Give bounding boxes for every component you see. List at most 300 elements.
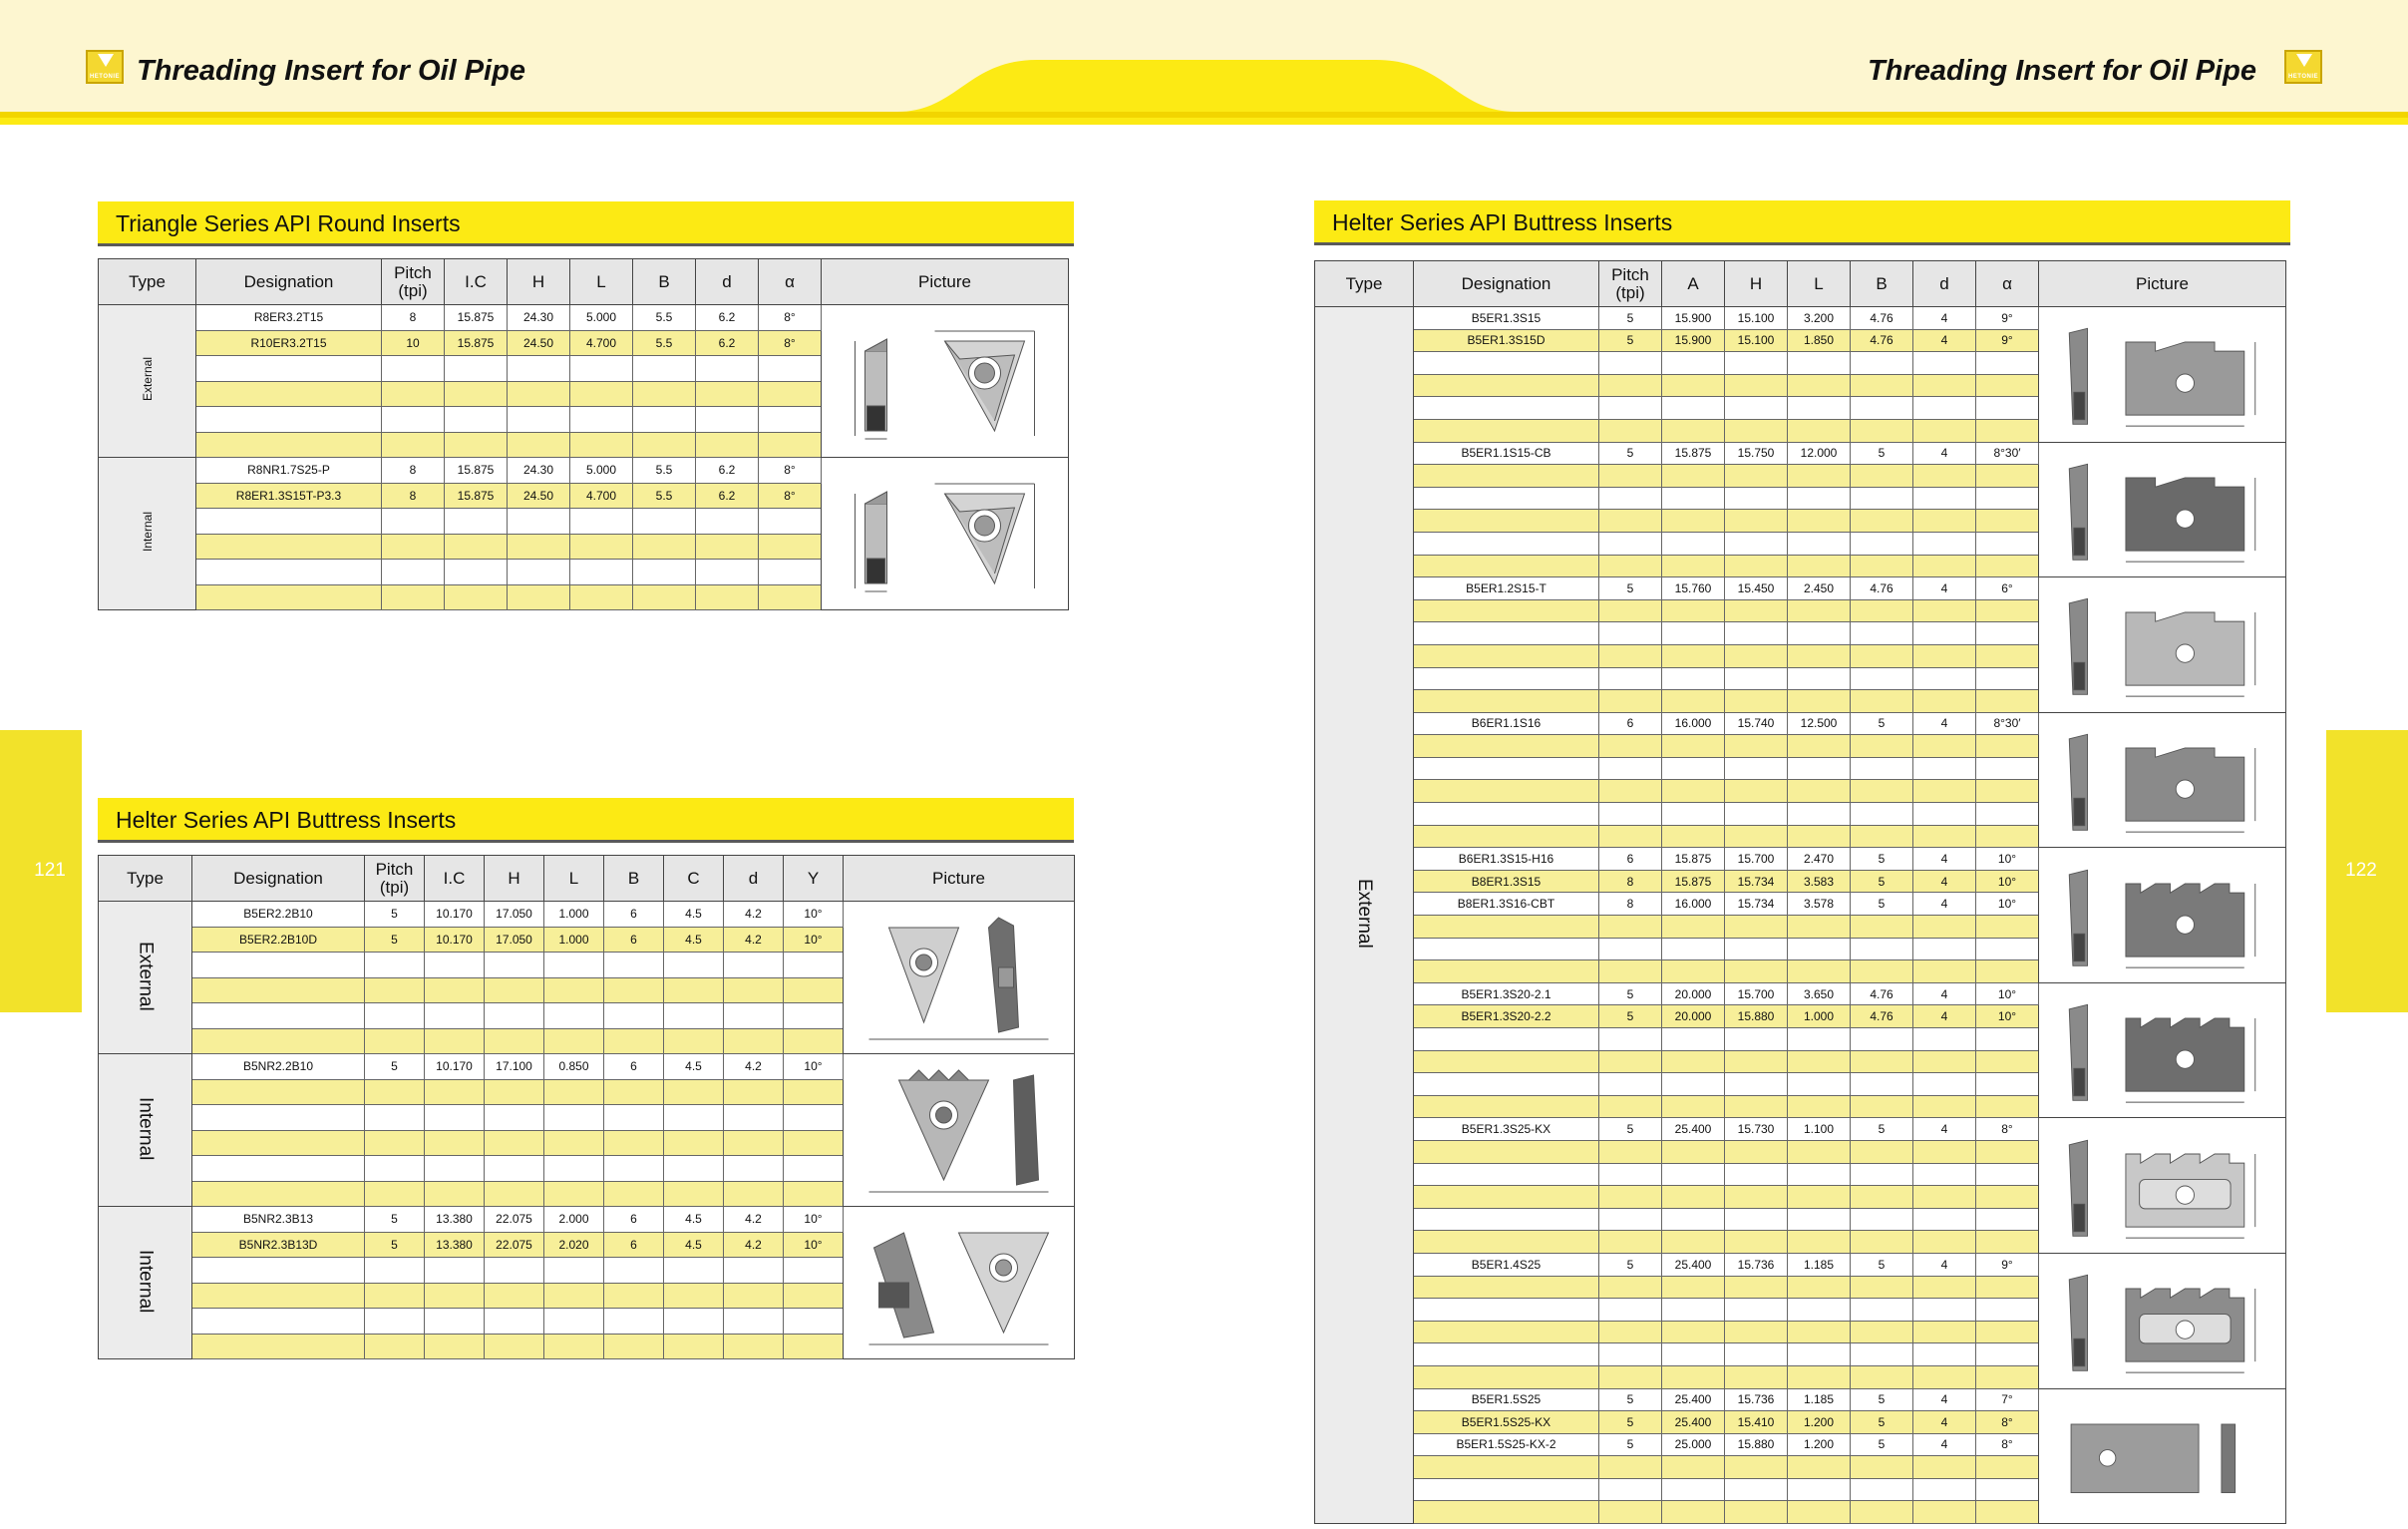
value-cell: 5 <box>1851 870 1913 893</box>
value-cell <box>724 953 784 978</box>
designation-cell <box>1414 690 1599 713</box>
value-cell <box>1599 803 1662 826</box>
value-cell <box>759 534 822 560</box>
value-cell: 4.5 <box>664 1207 724 1233</box>
value-cell <box>508 407 570 433</box>
value-cell <box>759 560 822 585</box>
value-cell <box>1788 916 1851 939</box>
value-cell: 20.000 <box>1662 982 1725 1005</box>
value-cell <box>1599 599 1662 622</box>
value-cell: 4.76 <box>1851 329 1913 352</box>
value-cell: 3.578 <box>1788 893 1851 916</box>
column-header: d <box>724 856 784 902</box>
value-cell <box>1788 690 1851 713</box>
value-cell: 15.410 <box>1725 1411 1788 1434</box>
value-cell <box>1662 1095 1725 1118</box>
designation-cell <box>1414 757 1599 780</box>
designation-cell <box>192 977 365 1003</box>
insert-picture <box>2039 1253 2286 1388</box>
value-cell: 4 <box>1913 1433 1976 1456</box>
value-cell: 15.730 <box>1725 1118 1788 1141</box>
value-cell: 8 <box>382 458 445 484</box>
value-cell <box>365 1028 425 1054</box>
designation-cell <box>1414 960 1599 983</box>
value-cell: 13.380 <box>425 1232 485 1258</box>
insert-drawing <box>847 1213 1071 1352</box>
designation-cell: B8ER1.3S16-CBT <box>1414 893 1599 916</box>
value-cell: 4.2 <box>724 927 784 953</box>
value-cell <box>664 1283 724 1309</box>
value-cell <box>1913 1073 1976 1096</box>
value-cell: 5 <box>1599 1005 1662 1028</box>
value-cell <box>696 381 759 407</box>
value-cell: 17.100 <box>485 1054 544 1080</box>
value-cell <box>724 1028 784 1054</box>
value-cell <box>1599 938 1662 960</box>
value-cell: 1.185 <box>1788 1253 1851 1276</box>
value-cell <box>425 1130 485 1156</box>
value-cell: 8° <box>759 458 822 484</box>
value-cell: 5 <box>365 1054 425 1080</box>
value-cell <box>1851 690 1913 713</box>
value-cell <box>696 407 759 433</box>
value-cell <box>604 1079 664 1105</box>
section-title-helter-left: Helter Series API Buttress Inserts <box>98 798 1074 843</box>
value-cell: 25.400 <box>1662 1388 1725 1411</box>
value-cell: 6 <box>604 1232 664 1258</box>
value-cell <box>604 1156 664 1182</box>
value-cell <box>696 432 759 458</box>
value-cell: 6.2 <box>696 330 759 356</box>
column-header: α <box>1976 261 2039 307</box>
value-cell: 5 <box>1851 1118 1913 1141</box>
value-cell: 4.2 <box>724 902 784 928</box>
value-cell <box>570 534 633 560</box>
designation-cell <box>196 509 382 535</box>
designation-cell <box>1414 735 1599 758</box>
value-cell <box>1851 667 1913 690</box>
value-cell <box>1599 1073 1662 1096</box>
designation-cell <box>1414 825 1599 848</box>
value-cell <box>724 1105 784 1131</box>
insert-picture <box>844 902 1075 1054</box>
value-cell: 10.170 <box>425 927 485 953</box>
value-cell <box>1976 1073 2039 1096</box>
value-cell <box>1599 690 1662 713</box>
value-cell <box>1599 825 1662 848</box>
value-cell: 10° <box>784 927 844 953</box>
value-cell: 4.5 <box>664 927 724 953</box>
value-cell <box>1662 487 1725 510</box>
designation-cell: B5ER1.5S25 <box>1414 1388 1599 1411</box>
insert-drawing <box>2045 716 2279 844</box>
value-cell <box>382 584 445 610</box>
value-cell <box>1599 1095 1662 1118</box>
value-cell <box>1788 960 1851 983</box>
designation-cell: R8NR1.7S25-P <box>196 458 382 484</box>
designation-cell: B5ER1.3S20-2.1 <box>1414 982 1599 1005</box>
value-cell <box>485 1309 544 1335</box>
value-cell <box>1725 667 1788 690</box>
value-cell <box>1851 916 1913 939</box>
value-cell <box>604 1105 664 1131</box>
value-cell: 15.740 <box>1725 712 1788 735</box>
value-cell <box>1725 690 1788 713</box>
table-row <box>1315 1253 2286 1276</box>
value-cell: 6 <box>1599 712 1662 735</box>
value-cell <box>485 1105 544 1131</box>
value-cell <box>1599 532 1662 555</box>
value-cell <box>1662 465 1725 488</box>
designation-cell: B5ER2.2B10 <box>192 902 365 928</box>
value-cell <box>1725 1343 1788 1366</box>
value-cell: 10° <box>1976 893 2039 916</box>
value-cell: 8° <box>759 330 822 356</box>
designation-cell <box>1414 352 1599 375</box>
value-cell <box>1599 1365 1662 1388</box>
value-cell: 5 <box>1599 577 1662 600</box>
insert-picture <box>2039 1388 2286 1524</box>
value-cell <box>1662 757 1725 780</box>
value-cell <box>1599 487 1662 510</box>
value-cell: 24.50 <box>508 330 570 356</box>
value-cell <box>1913 735 1976 758</box>
column-header: Pitch (tpi) <box>1599 261 1662 307</box>
value-cell <box>1662 735 1725 758</box>
value-cell: 6 <box>604 927 664 953</box>
page-number-right: 122 <box>2345 860 2377 881</box>
value-cell <box>485 1003 544 1029</box>
value-cell: 6 <box>604 1054 664 1080</box>
value-cell: 4.76 <box>1851 307 1913 330</box>
value-cell <box>1599 1478 1662 1501</box>
designation-cell <box>196 560 382 585</box>
designation-cell <box>1414 1095 1599 1118</box>
value-cell <box>1976 532 2039 555</box>
value-cell: 5 <box>365 1207 425 1233</box>
value-cell: 9° <box>1976 307 2039 330</box>
value-cell: 15.875 <box>1662 848 1725 871</box>
table-row <box>1315 848 2286 871</box>
value-cell: 25.400 <box>1662 1253 1725 1276</box>
value-cell <box>1976 1321 2039 1343</box>
value-cell <box>1851 599 1913 622</box>
value-cell <box>1788 397 1851 420</box>
designation-cell: B8ER1.3S15 <box>1414 870 1599 893</box>
value-cell <box>1599 1231 1662 1254</box>
value-cell <box>1976 374 2039 397</box>
value-cell <box>724 1003 784 1029</box>
value-cell: 16.000 <box>1662 712 1725 735</box>
value-cell <box>1662 803 1725 826</box>
table-row <box>99 458 1069 484</box>
value-cell <box>1976 1163 2039 1186</box>
designation-cell <box>1414 938 1599 960</box>
value-cell <box>604 1258 664 1284</box>
designation-cell <box>1414 1208 1599 1231</box>
value-cell <box>485 1130 544 1156</box>
value-cell <box>759 584 822 610</box>
value-cell <box>1662 622 1725 645</box>
table-row <box>1315 442 2286 465</box>
column-header: I.C <box>445 259 508 305</box>
value-cell <box>1788 555 1851 577</box>
value-cell <box>1725 803 1788 826</box>
value-cell <box>1599 960 1662 983</box>
value-cell: 25.400 <box>1662 1118 1725 1141</box>
value-cell <box>1662 1140 1725 1163</box>
value-cell <box>1851 1343 1913 1366</box>
column-header: A <box>1662 261 1725 307</box>
value-cell: 15.734 <box>1725 870 1788 893</box>
value-cell <box>485 1258 544 1284</box>
value-cell <box>604 977 664 1003</box>
value-cell <box>1662 690 1725 713</box>
value-cell <box>1976 1028 2039 1051</box>
value-cell <box>1913 1163 1976 1186</box>
value-cell: 6 <box>1599 848 1662 871</box>
value-cell <box>365 1283 425 1309</box>
value-cell: 13.380 <box>425 1207 485 1233</box>
value-cell <box>1662 938 1725 960</box>
value-cell <box>570 432 633 458</box>
value-cell <box>1913 1343 1976 1366</box>
column-header: L <box>570 259 633 305</box>
value-cell <box>1599 1140 1662 1163</box>
value-cell <box>1913 1186 1976 1209</box>
value-cell <box>1662 1299 1725 1322</box>
value-cell: 5 <box>1599 1433 1662 1456</box>
value-cell: 4.5 <box>664 902 724 928</box>
value-cell <box>724 1309 784 1335</box>
value-cell: 1.000 <box>1788 1005 1851 1028</box>
insert-drawing <box>2045 1122 2279 1250</box>
value-cell <box>1662 1163 1725 1186</box>
value-cell <box>1788 757 1851 780</box>
value-cell <box>1976 667 2039 690</box>
value-cell: 15.734 <box>1725 893 1788 916</box>
value-cell: 15.700 <box>1725 848 1788 871</box>
value-cell <box>1976 1343 2039 1366</box>
value-cell <box>784 1258 844 1284</box>
value-cell <box>445 432 508 458</box>
column-header: I.C <box>425 856 485 902</box>
value-cell: 10° <box>1976 848 2039 871</box>
column-header: Picture <box>844 856 1075 902</box>
value-cell: 10.170 <box>425 902 485 928</box>
designation-cell <box>196 356 382 382</box>
value-cell <box>1851 487 1913 510</box>
value-cell <box>1599 1456 1662 1479</box>
value-cell <box>1788 599 1851 622</box>
value-cell: 4.5 <box>664 1054 724 1080</box>
value-cell <box>696 356 759 382</box>
designation-cell: R10ER3.2T15 <box>196 330 382 356</box>
designation-cell <box>196 381 382 407</box>
designation-cell <box>192 1309 365 1335</box>
value-cell <box>1725 1186 1788 1209</box>
value-cell <box>425 1003 485 1029</box>
value-cell <box>1976 487 2039 510</box>
value-cell <box>508 432 570 458</box>
value-cell <box>1788 1095 1851 1118</box>
value-cell: 10° <box>784 1054 844 1080</box>
designation-cell <box>196 432 382 458</box>
value-cell <box>1599 352 1662 375</box>
designation-cell <box>1414 1299 1599 1322</box>
value-cell <box>382 407 445 433</box>
value-cell <box>570 560 633 585</box>
value-cell: 6.2 <box>696 458 759 484</box>
value-cell <box>1788 1299 1851 1322</box>
value-cell <box>759 356 822 382</box>
value-cell <box>485 1079 544 1105</box>
designation-cell <box>1414 622 1599 645</box>
value-cell <box>508 534 570 560</box>
value-cell <box>1788 419 1851 442</box>
value-cell <box>1976 803 2039 826</box>
value-cell: 1.185 <box>1788 1388 1851 1411</box>
value-cell: 25.000 <box>1662 1433 1725 1456</box>
value-cell <box>1851 1186 1913 1209</box>
designation-cell: R8ER3.2T15 <box>196 305 382 331</box>
value-cell <box>1976 352 2039 375</box>
value-cell <box>544 1028 604 1054</box>
value-cell <box>1851 1073 1913 1096</box>
value-cell: 10° <box>1976 1005 2039 1028</box>
value-cell <box>1913 352 1976 375</box>
value-cell <box>570 356 633 382</box>
value-cell <box>365 1156 425 1182</box>
value-cell <box>1725 780 1788 803</box>
value-cell <box>1662 780 1725 803</box>
value-cell <box>1851 735 1913 758</box>
value-cell: 4 <box>1913 329 1976 352</box>
insert-picture <box>2039 577 2286 713</box>
value-cell <box>759 407 822 433</box>
value-cell <box>1662 1028 1725 1051</box>
designation-cell <box>1414 487 1599 510</box>
value-cell <box>1913 667 1976 690</box>
value-cell: 4 <box>1913 442 1976 465</box>
value-cell <box>1851 960 1913 983</box>
value-cell <box>1913 1365 1976 1388</box>
column-header: C <box>664 856 724 902</box>
insert-picture <box>2039 712 2286 848</box>
column-header: Designation <box>192 856 365 902</box>
value-cell <box>1976 1456 2039 1479</box>
value-cell <box>724 1283 784 1309</box>
value-cell: 1.850 <box>1788 329 1851 352</box>
value-cell: 5.000 <box>570 458 633 484</box>
value-cell <box>1788 487 1851 510</box>
value-cell <box>1599 735 1662 758</box>
value-cell <box>664 977 724 1003</box>
value-cell <box>1976 1095 2039 1118</box>
value-cell: 4.2 <box>724 1207 784 1233</box>
value-cell <box>365 977 425 1003</box>
designation-cell: B5ER1.3S25-KX <box>1414 1118 1599 1141</box>
table-row <box>99 1207 1075 1233</box>
value-cell: 5 <box>1599 982 1662 1005</box>
value-cell <box>1976 938 2039 960</box>
value-cell: 7° <box>1976 1388 2039 1411</box>
value-cell <box>784 1309 844 1335</box>
value-cell <box>425 1258 485 1284</box>
value-cell <box>425 1181 485 1207</box>
value-cell: 4 <box>1913 307 1976 330</box>
value-cell <box>544 1079 604 1105</box>
value-cell: 17.050 <box>485 902 544 928</box>
value-cell <box>1662 1478 1725 1501</box>
column-header: Y <box>784 856 844 902</box>
value-cell <box>544 1334 604 1359</box>
value-cell <box>365 1334 425 1359</box>
value-cell <box>1976 1276 2039 1299</box>
value-cell <box>365 1309 425 1335</box>
value-cell: 15.750 <box>1725 442 1788 465</box>
value-cell: 15.875 <box>445 330 508 356</box>
value-cell <box>544 1181 604 1207</box>
value-cell <box>544 1283 604 1309</box>
value-cell <box>1788 1050 1851 1073</box>
value-cell <box>1913 757 1976 780</box>
value-cell <box>1976 916 2039 939</box>
value-cell: 8 <box>1599 870 1662 893</box>
value-cell <box>1599 1299 1662 1322</box>
helter-left-spec-table <box>98 855 1075 1359</box>
designation-cell <box>1414 532 1599 555</box>
value-cell <box>1976 510 2039 533</box>
value-cell: 15.760 <box>1662 577 1725 600</box>
value-cell <box>1662 397 1725 420</box>
value-cell <box>382 432 445 458</box>
value-cell <box>1976 1501 2039 1524</box>
value-cell <box>1851 397 1913 420</box>
insert-picture <box>844 1207 1075 1359</box>
value-cell: 15.875 <box>1662 870 1725 893</box>
brand-logo-right: HETONIE <box>2284 50 2322 84</box>
value-cell <box>724 977 784 1003</box>
value-cell <box>365 1003 425 1029</box>
value-cell <box>445 356 508 382</box>
designation-cell <box>192 1105 365 1131</box>
value-cell <box>1662 825 1725 848</box>
designation-cell <box>196 584 382 610</box>
page-title-left: Threading Insert for Oil Pipe <box>137 55 525 87</box>
value-cell <box>1851 1299 1913 1322</box>
value-cell: 4 <box>1913 848 1976 871</box>
value-cell <box>1599 419 1662 442</box>
value-cell <box>1788 1028 1851 1051</box>
value-cell: 0.850 <box>544 1054 604 1080</box>
column-header: Designation <box>1414 261 1599 307</box>
value-cell <box>1976 555 2039 577</box>
value-cell <box>445 407 508 433</box>
designation-cell <box>1414 1276 1599 1299</box>
value-cell: 12.000 <box>1788 442 1851 465</box>
value-cell: 10° <box>784 902 844 928</box>
insert-drawing <box>847 1060 1071 1200</box>
section-title-triangle: Triangle Series API Round Inserts <box>98 201 1074 246</box>
designation-cell <box>1414 397 1599 420</box>
value-cell <box>365 1079 425 1105</box>
value-cell <box>1725 1028 1788 1051</box>
value-cell <box>784 1079 844 1105</box>
value-cell <box>633 381 696 407</box>
designation-cell <box>1414 1050 1599 1073</box>
designation-cell <box>192 1130 365 1156</box>
